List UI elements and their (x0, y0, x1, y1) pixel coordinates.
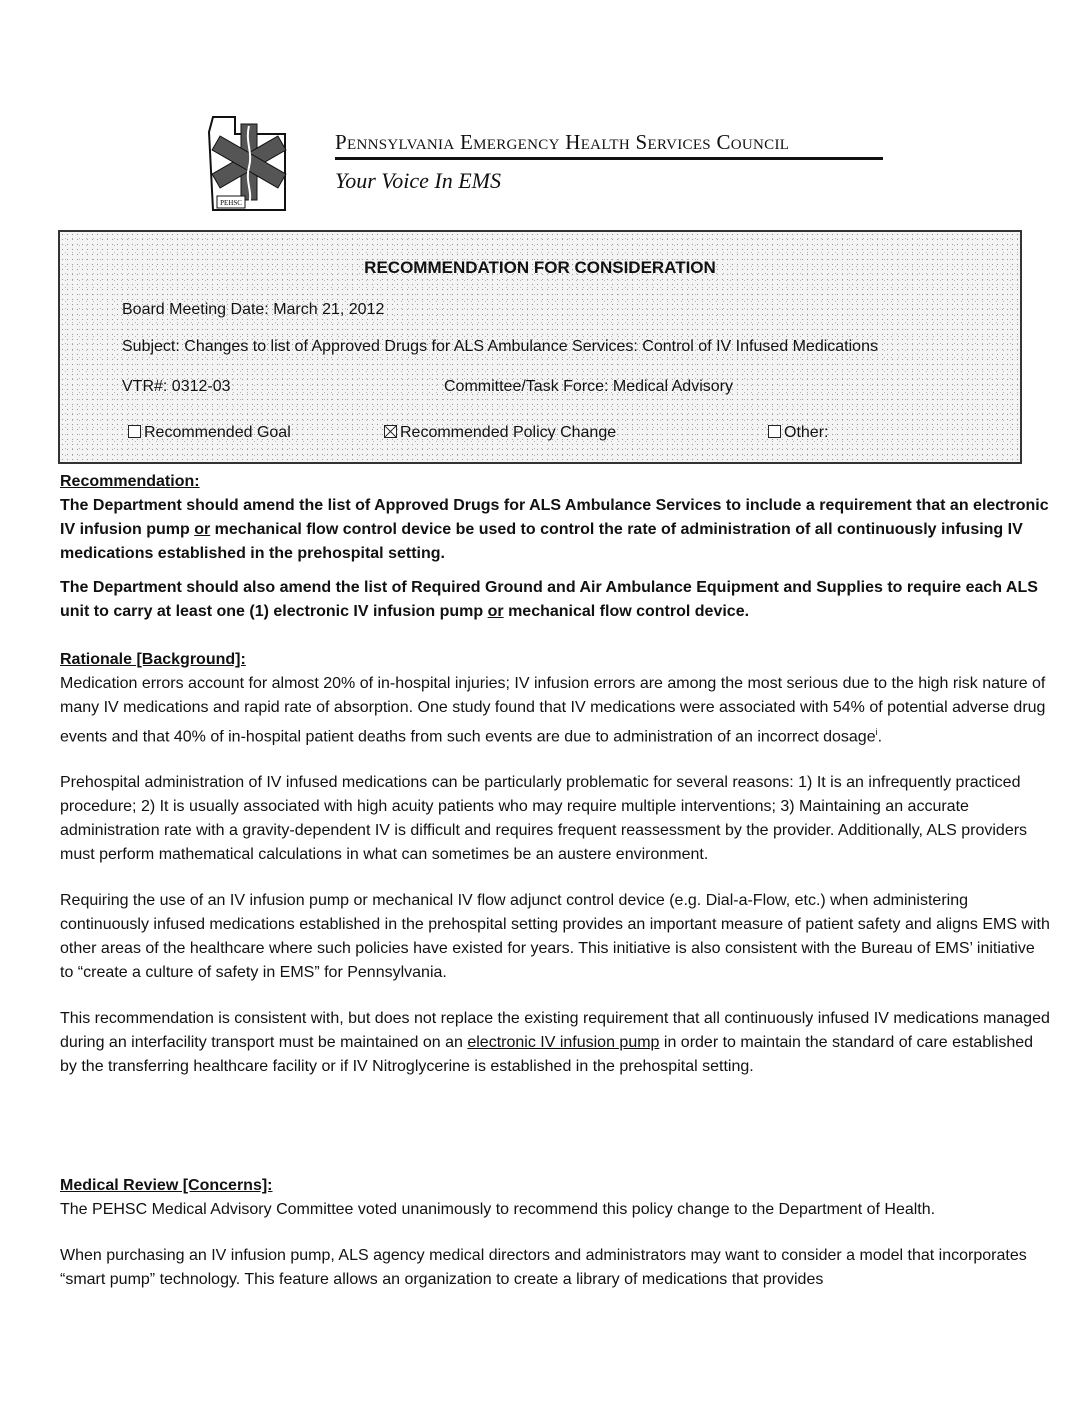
checkbox-recommended-goal[interactable] (128, 424, 291, 442)
recommendation-paragraph-2: The Department should also amend the list of Required Ground and Air Ambulance Equipment and Supplies to require each ALS unit to carry at least one (1) electronic IV infusion pump or mechanical flow control device. (60, 579, 1038, 620)
checkbox-icon[interactable] (768, 425, 781, 438)
rationale-paragraph-3: Requiring the use of an IV infusion pump or mechanical IV flow adjunct control device (e.g. Dial-a-Flow, etc.) when administering continuously infused medications established in the prehospital setting provides an important measure of patient safety and aligns EMS with other areas of the healthcare where such policies have existed for years. This initiative is also consistent with the Bureau of EMS’ initiative to “create a culture of safety in EMS” for Pennsylvania. (60, 892, 1050, 982)
rationale-section (60, 648, 1050, 1079)
checkbox-other[interactable] (768, 424, 828, 442)
recommendation-section (60, 470, 1050, 624)
checkbox-icon[interactable] (128, 425, 141, 438)
letterhead (205, 112, 895, 212)
rationale-paragraph-4: This recommendation is consistent with, but does not replace the existing requirement that all continuously infused IV medications managed during an interfacility transport must be maintained on an electronic IV infusion pump in order to maintain the standard of care established by the transferring healthcare facility or if IV Nitroglycerine is established in the prehospital setting. (60, 1010, 1050, 1076)
board-meeting-date: Board Meeting Date: March 21, 2012 (122, 301, 385, 318)
recommendation-heading: Recommendation: (60, 473, 200, 490)
vtr-number: VTR#: 0312-03 (122, 378, 231, 395)
recommendation-form-box (58, 230, 1022, 464)
committee: Committee/Task Force: Medical Advisory (444, 378, 733, 395)
checkbox-label: Other: (784, 424, 829, 441)
header-rule (335, 157, 883, 160)
checked-checkbox-icon[interactable] (384, 425, 397, 438)
tagline: Your Voice In EMS (335, 168, 502, 193)
organization-name: Pennsylvania Emergency Health Services Council (335, 130, 790, 154)
checkbox-label: Recommended Goal (144, 424, 291, 441)
form-title: RECOMMENDATION FOR CONSIDERATION (364, 258, 716, 277)
logo-text: PEHSC (220, 199, 242, 207)
medical-review-paragraph-2: When purchasing an IV infusion pump, ALS agency medical directors and administrators may want to consider a model that incorporates “smart pump” technology. This feature allows an organization to create a library of medications that provides (60, 1247, 1027, 1288)
medical-review-heading: Medical Review [Concerns]: (60, 1177, 273, 1194)
medical-review-paragraph-1: The PEHSC Medical Advisory Committee voted unanimously to recommend this policy change to the Department of Health. (60, 1201, 936, 1218)
rationale-paragraph-1: Medication errors account for almost 20% of in-hospital injuries; IV infusion errors are among the most serious due to the high risk nature of many IV medications and rapid rate of absorption. One study found that IV medications were associated with 54% of potential adverse drug events and that 40% of in-hospital patient deaths from such events are due to administration of an incorrect dosage$^i$. (60, 675, 1046, 746)
checkbox-label: Recommended Policy Change (400, 424, 617, 441)
medical-review-section (60, 1174, 1050, 1292)
rationale-paragraph-2: Prehospital administration of IV infused medications can be particularly problematic for several reasons: 1) It is an infrequently practiced procedure; 2) It is usually associated with high acuity patients who may require multiple interventions; 3) Maintaining an accurate administration rate with a gravity-dependent IV is difficult and requires frequent reassessment by the provider. Additionally, ALS providers must perform mathematical calculations in what can sometimes be an austere environment. (60, 774, 1028, 864)
recommendation-paragraph-1: The Department should amend the list of Approved Drugs for ALS Ambulance Services to include a requirement that an electronic IV infusion pump or mechanical flow control device be used to control the rate of administration of all continuously infusing IV medications established in the prehospital setting. (60, 497, 1049, 562)
footnote-marker: i (875, 727, 878, 737)
checkbox-recommended-policy-change[interactable] (384, 424, 616, 442)
rationale-heading: Rationale [Background]: (60, 651, 246, 668)
subject-line: Subject: Changes to list of Approved Drugs for ALS Ambulance Services: Control of IV Infused Medications (122, 338, 878, 355)
star-of-life-logo-icon (205, 112, 290, 212)
electronic-iv-pump-link: electronic IV infusion pump (467, 1034, 660, 1052)
